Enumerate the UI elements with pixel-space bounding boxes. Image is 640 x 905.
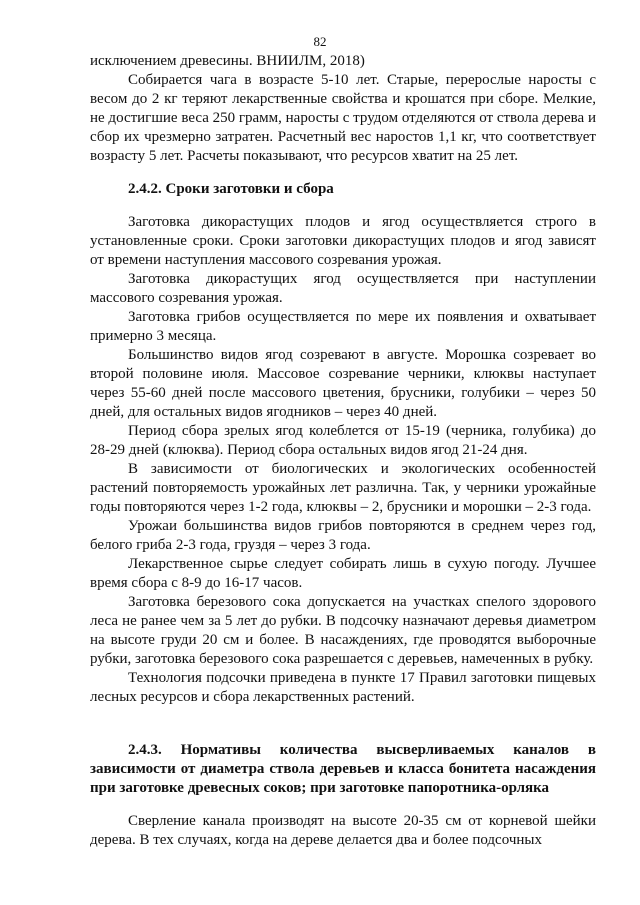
paragraph: В зависимости от биологических и экологических особенностей растений повторяемость урожайных лет различна. Так, у черники урожайные годы повторяются через 1-2 года, клюквы – 2, брусники и морошки – 2-3 года.	[90, 461, 596, 515]
section-heading-2-4-2: 2.4.2. Сроки заготовки и сбора	[128, 181, 334, 197]
paragraph: исключением древесины. ВНИИЛМ, 2018)	[90, 53, 365, 69]
paragraph: Большинство видов ягод созревают в августе. Морошка созревает во второй половине июля. Массовое созревание черники, клюквы наступает через 55-60 дней после массового цветения, брусники, голубики – через 50 дней, для остальных видов ягодников – через 40 дней.	[90, 347, 596, 420]
paragraph: Заготовка дикорастущих плодов и ягод осуществляется строго в установленные сроки. Сроки заготовки дикорастущих плодов и ягод зависят от времени наступления массового созревания урожая.	[90, 214, 596, 268]
page-number: 82	[313, 34, 327, 49]
paragraph: Заготовка дикорастущих ягод осуществляется при наступлении массового созревания урожая.	[90, 271, 596, 306]
paragraph: Собирается чага в возрасте 5-10 лет. Старые, перерослые наросты с весом до 2 кг теряют лекарственные свойства и крошатся при сборе. Мелкие, не достигшие веса 250 грамм, наросты с трудом отделяются от ствола дерева и сбор их чрезмерно затратен. Расчетный вес наростов 1,1 кг, что соответствует возрасту 5 лет. Расчеты показывают, что ресурсов хватит на 25 лет.	[90, 72, 596, 164]
paragraph: Заготовка березового сока допускается на участках спелого здорового леса не ранее чем за 5 лет до рубки. В подсочку назначают деревья диаметром на высоте груди 20 см и более. В насаждениях, где проводятся выборочные рубки, заготовка березового сока разрешается с деревьев, намеченных в рубку.	[90, 594, 596, 667]
page-content	[90, 52, 596, 850]
paragraph: Технология подсочки приведена в пункте 17 Правил заготовки пищевых лесных ресурсов и сбора лекарственных растений.	[90, 670, 596, 705]
paragraph: Заготовка грибов осуществляется по мере их появления и охватывает примерно 3 месяца.	[90, 309, 596, 344]
section-heading-2-4-3: 2.4.3. Нормативы количества высверливаемых каналов в зависимости от диаметра ствола деревьев и класса бонитета насаждения при заготовке древесных соков; при заготовке папоротника-орляка	[90, 742, 596, 796]
paragraph: Период сбора зрелых ягод колеблется от 15-19 (черника, голубика) до 28-29 дней (клюква). Период сбора остальных видов ягод 21-24 дня.	[90, 423, 596, 458]
paragraph: Урожаи большинства видов грибов повторяются в среднем через год, белого гриба 2-3 года, груздя – через 3 года.	[90, 518, 596, 553]
paragraph: Лекарственное сырье следует собирать лишь в сухую погоду. Лучшее время сбора с 8-9 до 16-17 часов.	[90, 556, 596, 591]
paragraph: Сверление канала производят на высоте 20-35 см от корневой шейки дерева. В тех случаях, когда на дереве делается два и более подсочных	[90, 813, 596, 848]
